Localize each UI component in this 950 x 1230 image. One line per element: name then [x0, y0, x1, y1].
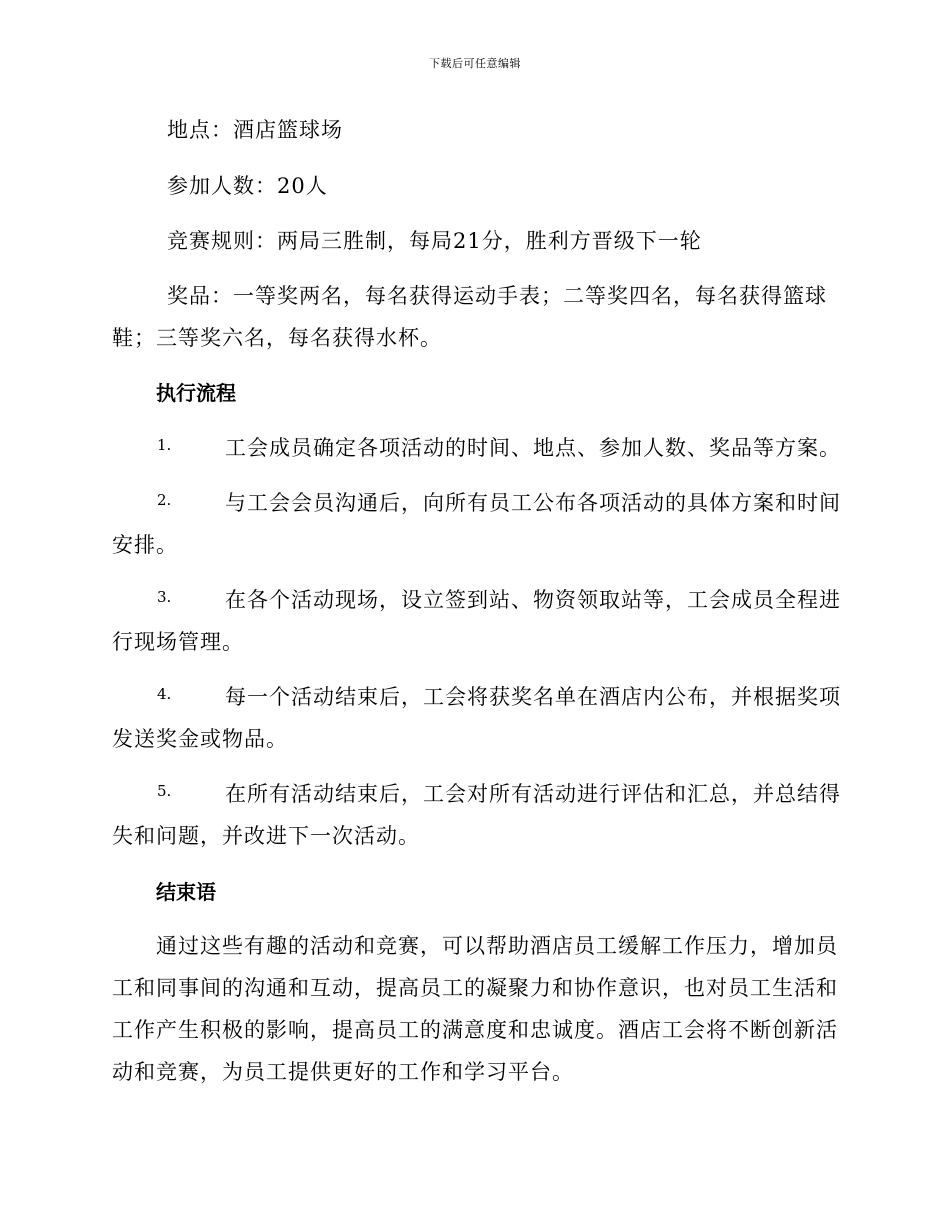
rules-line: 竞赛规则：两局三胜制，每局21分，胜利方晋级下一轮 — [167, 229, 702, 253]
step-text-continued: 失和问题，并改进下一次活动。 — [112, 824, 420, 848]
conclusion-line-1: 通过这些有趣的活动和竞赛，可以帮助酒店员工缓解工作压力，增加员 — [156, 934, 838, 958]
step-text: 与工会会员沟通后，向所有员工公布各项活动的具体方案和时间 — [225, 491, 841, 515]
conclusion-heading: 结束语 — [156, 880, 216, 904]
conclusion-line-4: 动和竞赛，为员工提供更好的工作和学习平台。 — [112, 1060, 574, 1084]
step-text-continued: 发送奖金或物品。 — [112, 727, 288, 751]
page-header-note: 下载后可任意编辑 — [429, 57, 521, 70]
prizes-line-1: 奖品：一等奖两名，每名获得运动手表；二等奖四名，每名获得篮球 — [167, 284, 827, 308]
step-number: 1. — [157, 436, 172, 454]
step-text: 在所有活动结束后，工会对所有活动进行评估和汇总，并总结得 — [225, 782, 841, 806]
conclusion-line-2: 工和同事间的沟通和互动，提高员工的凝聚力和协作意识，也对员工生活和 — [112, 976, 838, 1000]
step-text-continued: 行现场管理。 — [112, 630, 244, 654]
conclusion-line-3: 工作产生积极的影响，提高员工的满意度和忠诚度。酒店工会将不断创新活 — [112, 1018, 838, 1042]
step-number: 2. — [157, 491, 172, 509]
step-text: 在各个活动现场，设立签到站、物资领取站等，工会成员全程进 — [225, 588, 841, 612]
step-number: 4. — [157, 685, 172, 703]
prizes-line-2: 鞋；三等奖六名，每名获得水杯。 — [112, 326, 442, 350]
step-number: 3. — [157, 588, 172, 606]
step-text-continued: 安排。 — [112, 533, 178, 557]
step-text: 工会成员确定各项活动的时间、地点、参加人数、奖品等方案。 — [225, 436, 841, 460]
participants-line: 参加人数：20人 — [167, 174, 328, 198]
venue-line: 地点：酒店篮球场 — [167, 118, 343, 142]
process-heading: 执行流程 — [156, 381, 236, 405]
step-text: 每一个活动结束后，工会将获奖名单在酒店内公布，并根据奖项 — [225, 685, 841, 709]
step-number: 5. — [157, 782, 172, 800]
